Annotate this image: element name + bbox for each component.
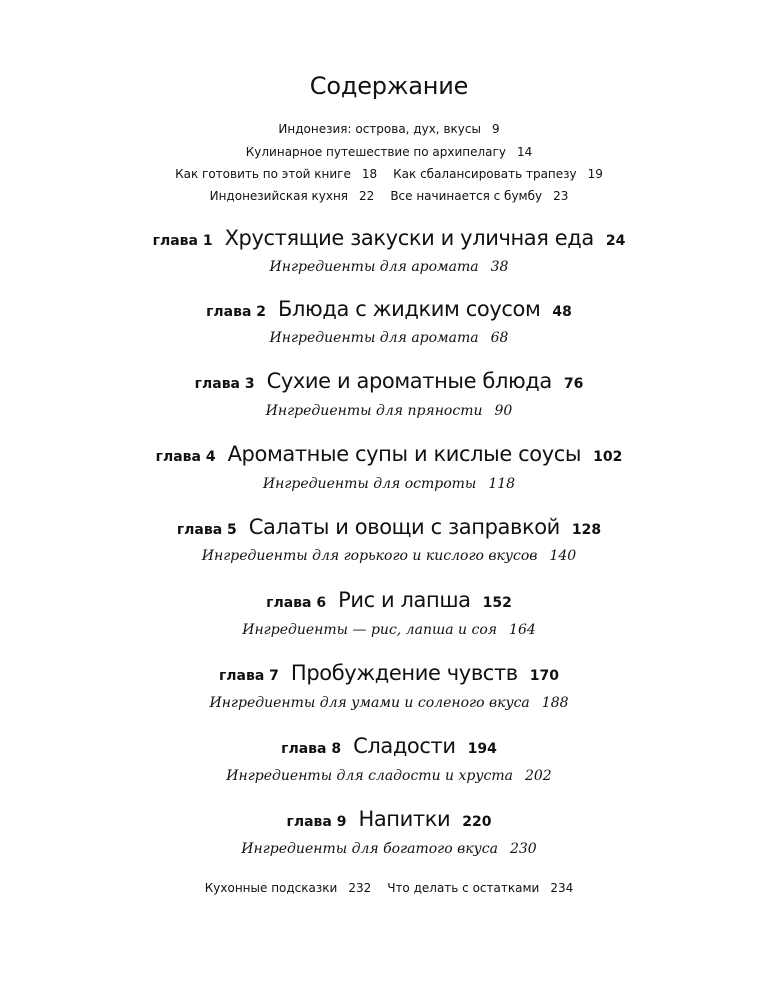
chapter-5-subentry	[0, 547, 778, 565]
intro-entry-line	[0, 121, 778, 137]
entry-label: Индонезия: острова, дух, вкусы	[278, 122, 481, 136]
subentry-label: Ингредиенты для сладости и хруста	[226, 768, 513, 784]
chapter-page-number: 170	[529, 668, 560, 684]
entry-page-number: 234	[550, 881, 574, 895]
subentry-page-number: 140	[549, 548, 577, 564]
subentry-page-number: 230	[509, 841, 537, 857]
chapter-7-subentry	[0, 694, 778, 712]
chapter-3-heading	[0, 369, 778, 393]
subentry-label: Ингредиенты для умами и соленого вкуса	[209, 695, 530, 711]
chapter-3-subentry	[0, 402, 778, 420]
subentry-label: Ингредиенты для аромата	[269, 259, 479, 275]
chapter-label: глава 2	[206, 304, 267, 320]
chapter-page-number: 152	[482, 595, 512, 611]
chapter-page-number: 128	[571, 522, 602, 538]
chapter-7-heading	[0, 661, 778, 685]
chapter-title: Ароматные супы и кислые соусы	[227, 442, 582, 466]
subentry-label: Ингредиенты для остроты	[262, 476, 477, 492]
chapter-title: Салаты и овощи с заправкой	[248, 515, 560, 539]
chapter-title: Напитки	[358, 807, 451, 831]
chapter-page-number: 76	[563, 376, 584, 392]
chapter-6-subentry	[0, 621, 778, 639]
chapter-9-subentry	[0, 840, 778, 858]
intro-entry-line	[0, 188, 778, 204]
chapter-page-number: 194	[467, 741, 497, 757]
chapter-label: глава 1	[152, 233, 213, 249]
intro-entry-line	[0, 144, 778, 160]
page-title: Содержание	[309, 72, 469, 100]
intro-entry-line	[0, 166, 778, 182]
subentry-page-number: 164	[509, 622, 536, 638]
subentry-label: Ингредиенты для пряности	[265, 403, 483, 419]
subentry-label: Ингредиенты для аромата	[269, 330, 479, 346]
entry-page-number: 14	[516, 145, 533, 159]
chapter-label: глава 8	[281, 741, 342, 757]
chapter-label: глава 9	[286, 814, 347, 830]
entry-page-number: 9	[491, 122, 500, 136]
subentry-page-number: 118	[488, 476, 516, 492]
chapter-title: Сухие и ароматные блюда	[266, 369, 552, 393]
chapter-page-number: 220	[462, 814, 492, 830]
chapter-title: Сладости	[353, 734, 456, 758]
entry-page-number: 23	[553, 189, 569, 203]
chapter-8-subentry	[0, 767, 778, 785]
subentry-label: Ингредиенты для богатого вкуса	[241, 841, 498, 857]
subentry-page-number: 202	[524, 768, 552, 784]
chapter-title: Рис и лапша	[338, 588, 471, 612]
subentry-page-number: 90	[494, 403, 513, 419]
chapter-title: Пробуждение чувств	[290, 661, 518, 685]
subentry-label: Ингредиенты для горького и кислого вкусов	[201, 548, 538, 564]
entry-label: Кулинарное путешествие по архипелагу	[245, 145, 506, 159]
chapter-label: глава 6	[266, 595, 327, 611]
entry-label: Как готовить по этой книге	[175, 167, 351, 181]
chapter-label: глава 5	[176, 522, 237, 538]
entry-page-number: 19	[587, 167, 603, 181]
chapter-4-subentry	[0, 475, 778, 493]
entry-page-number: 232	[348, 881, 372, 895]
chapter-4-heading	[0, 442, 778, 466]
entry-label: Индонезийская кухня	[209, 189, 349, 203]
chapter-label: глава 3	[194, 376, 255, 392]
chapter-title: Блюда с жидким соусом	[278, 297, 541, 321]
chapter-5-heading	[0, 515, 778, 539]
entry-page-number: 18	[361, 167, 378, 181]
chapter-title: Хрустящие закуски и уличная еда	[224, 226, 594, 250]
chapter-9-heading	[0, 807, 778, 831]
chapter-label: глава 7	[218, 668, 279, 684]
entry-label: Как сбалансировать трапезу	[393, 167, 577, 181]
chapter-6-heading	[0, 588, 778, 612]
entry-label: Что делать с остатками	[387, 881, 540, 895]
subentry-page-number: 188	[541, 695, 569, 711]
subentry-label: Ингредиенты — рис, лапша и соя	[242, 622, 498, 638]
chapter-1-subentry	[0, 258, 778, 276]
subentry-page-number: 68	[490, 330, 509, 346]
subentry-page-number: 38	[490, 259, 509, 275]
chapter-page-number: 48	[552, 304, 572, 320]
chapter-1-heading	[0, 226, 778, 250]
footer-entry-line	[0, 880, 778, 896]
entry-label: Все начинается с бумбу	[390, 189, 543, 203]
chapter-2-heading	[0, 297, 778, 321]
entry-page-number: 22	[359, 189, 375, 203]
entry-label: Кухонные подсказки	[204, 881, 338, 895]
chapter-2-subentry	[0, 329, 778, 347]
chapter-label: глава 4	[155, 449, 216, 465]
chapter-page-number: 102	[593, 449, 623, 465]
chapter-page-number: 24	[605, 233, 626, 249]
chapter-8-heading	[0, 734, 778, 758]
